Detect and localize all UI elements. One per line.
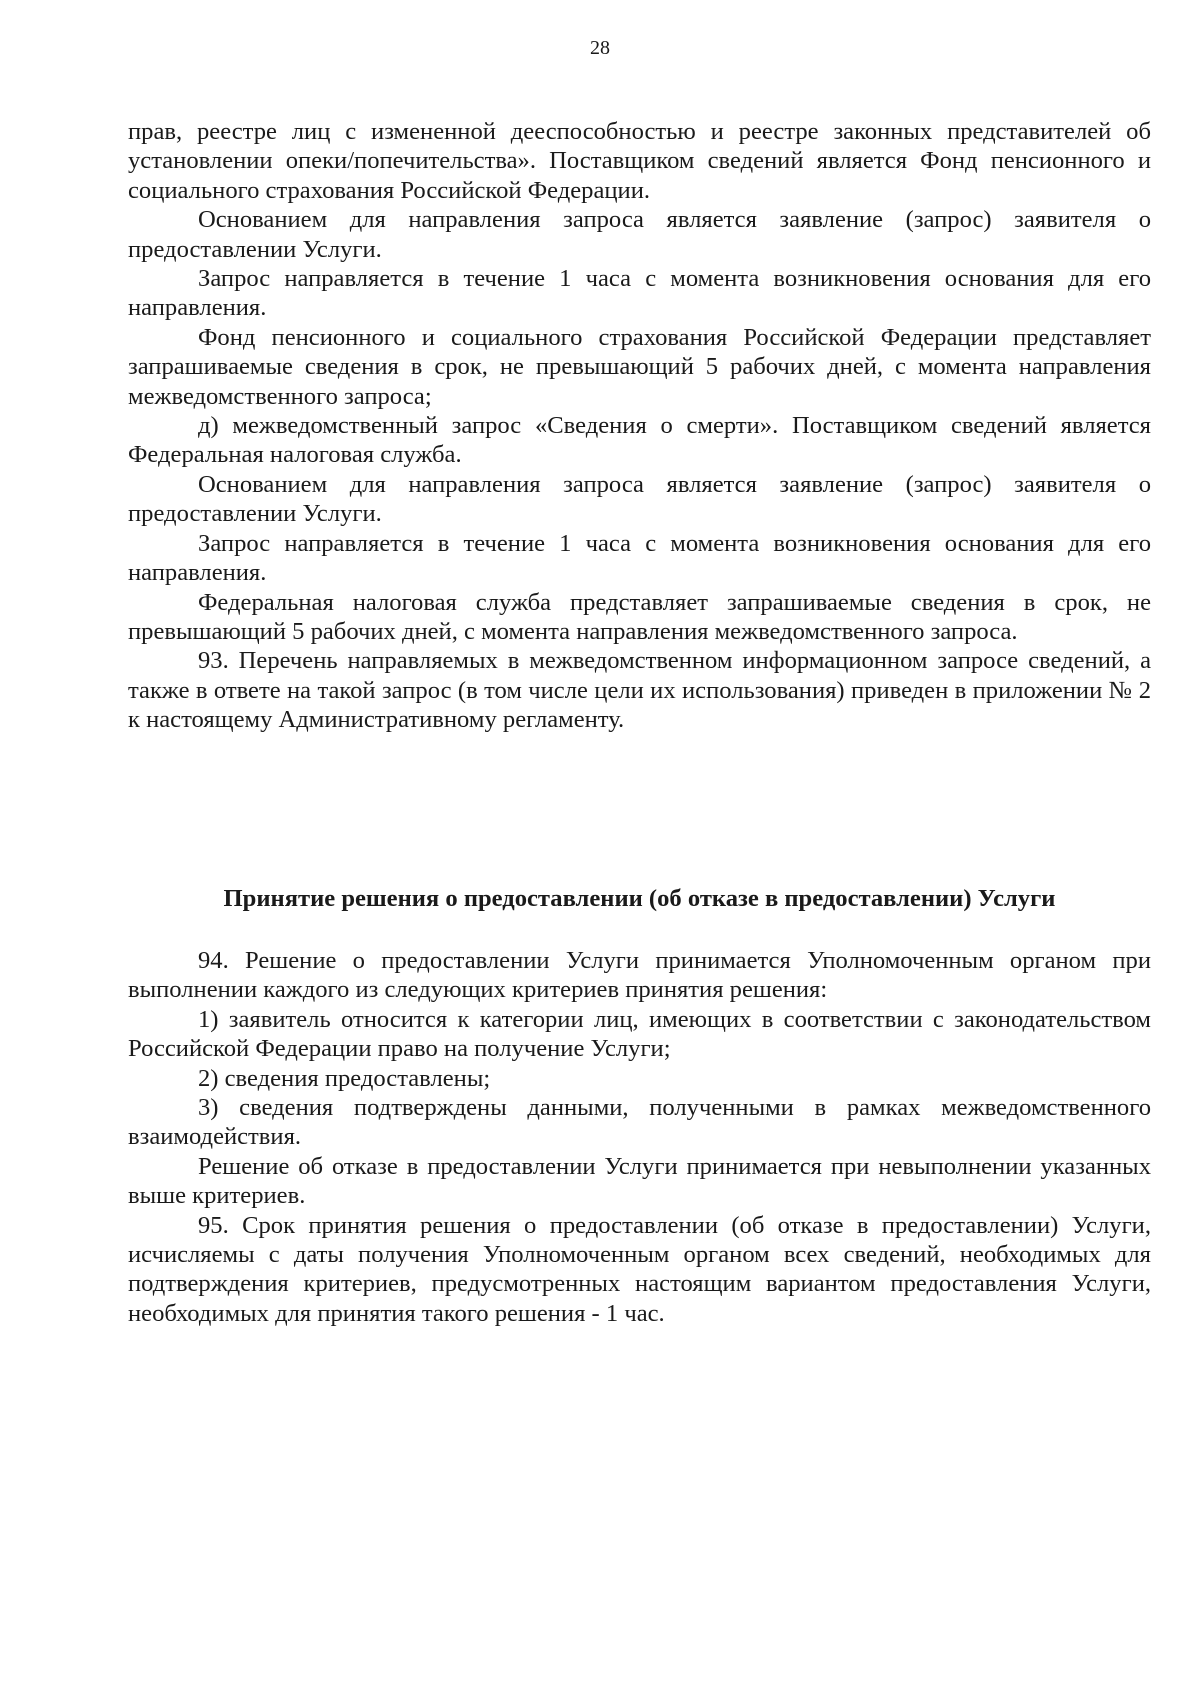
paragraph: Основанием для направления запроса является заявление (запрос) заявителя о предоставлении Услуги. [128,206,1151,263]
paragraph: 95. Срок принятия решения о предоставлении (об отказе в предоставлении) Услуги, исчисляемы с даты получения Уполномоченным органом всех сведений, необходимых для подтверждения критериев, предусмотренных настоящим вариантом предоставления Услуги, необходимых для принятия такого решения - 1 час. [128,1211,1151,1327]
paragraph: Решение об отказе в предоставлении Услуги принимается при невыполнении указанных выше критериев. [128,1152,1151,1210]
paragraph: 1) заявитель относится к категории лиц, имеющих в соответствии с законодательством Российской Федерации право на получение Услуги; [128,1005,1151,1063]
paragraph: 94. Решение о предоставлении Услуги принимается Уполномоченным органом при выполнении каждого из следующих критериев принятия решения: [128,947,1151,1004]
page-number: 28 [590,37,610,59]
paragraph: 2) сведения предоставлены; [198,1064,491,1092]
body-text-upper [128,117,1151,735]
paragraph: 93. Перечень направляемых в межведомственном информационном запросе сведений, а также в ответе на такой запрос (в том числе цели их использования) приведен в приложении № 2 к настоящему Административному регламенту. [128,647,1151,734]
paragraph: Запрос направляется в течение 1 часа с момента возникновения основания для его направления. [128,529,1151,587]
paragraph: 3) сведения подтверждены данными, полученными в рамках межведомственного взаимодействия. [128,1094,1151,1151]
paragraph: Запрос направляется в течение 1 часа с момента возникновения основания для его направления. [128,265,1151,322]
paragraph: Федеральная налоговая служба представляет запрашиваемые сведения в срок, не превышающий 5 рабочих дней, с момента направления межведомственного запроса. [128,588,1151,645]
paragraph: д) межведомственный запрос «Сведения о смерти». Поставщиком сведений является Федеральная налоговая служба. [128,412,1151,469]
paragraph: Основанием для направления запроса является заявление (запрос) заявителя о предоставлении Услуги. [128,470,1151,528]
paragraph: прав, реестре лиц с измененной дееспособностью и реестре законных представителей об установлении опеки/попечительства». Поставщиком сведений является Фонд пенсионного и социального страхования Российской Федерации. [128,118,1151,204]
body-text-lower [128,946,1151,1328]
section-heading: Принятие решения о предоставлении (об отказе в предоставлении) Услуги [223,885,1056,912]
paragraph: Фонд пенсионного и социального страхования Российской Федерации представляет запрашиваемые сведения в срок, не превышающий 5 рабочих дней, с момента направления межведомственного запроса; [128,323,1151,410]
